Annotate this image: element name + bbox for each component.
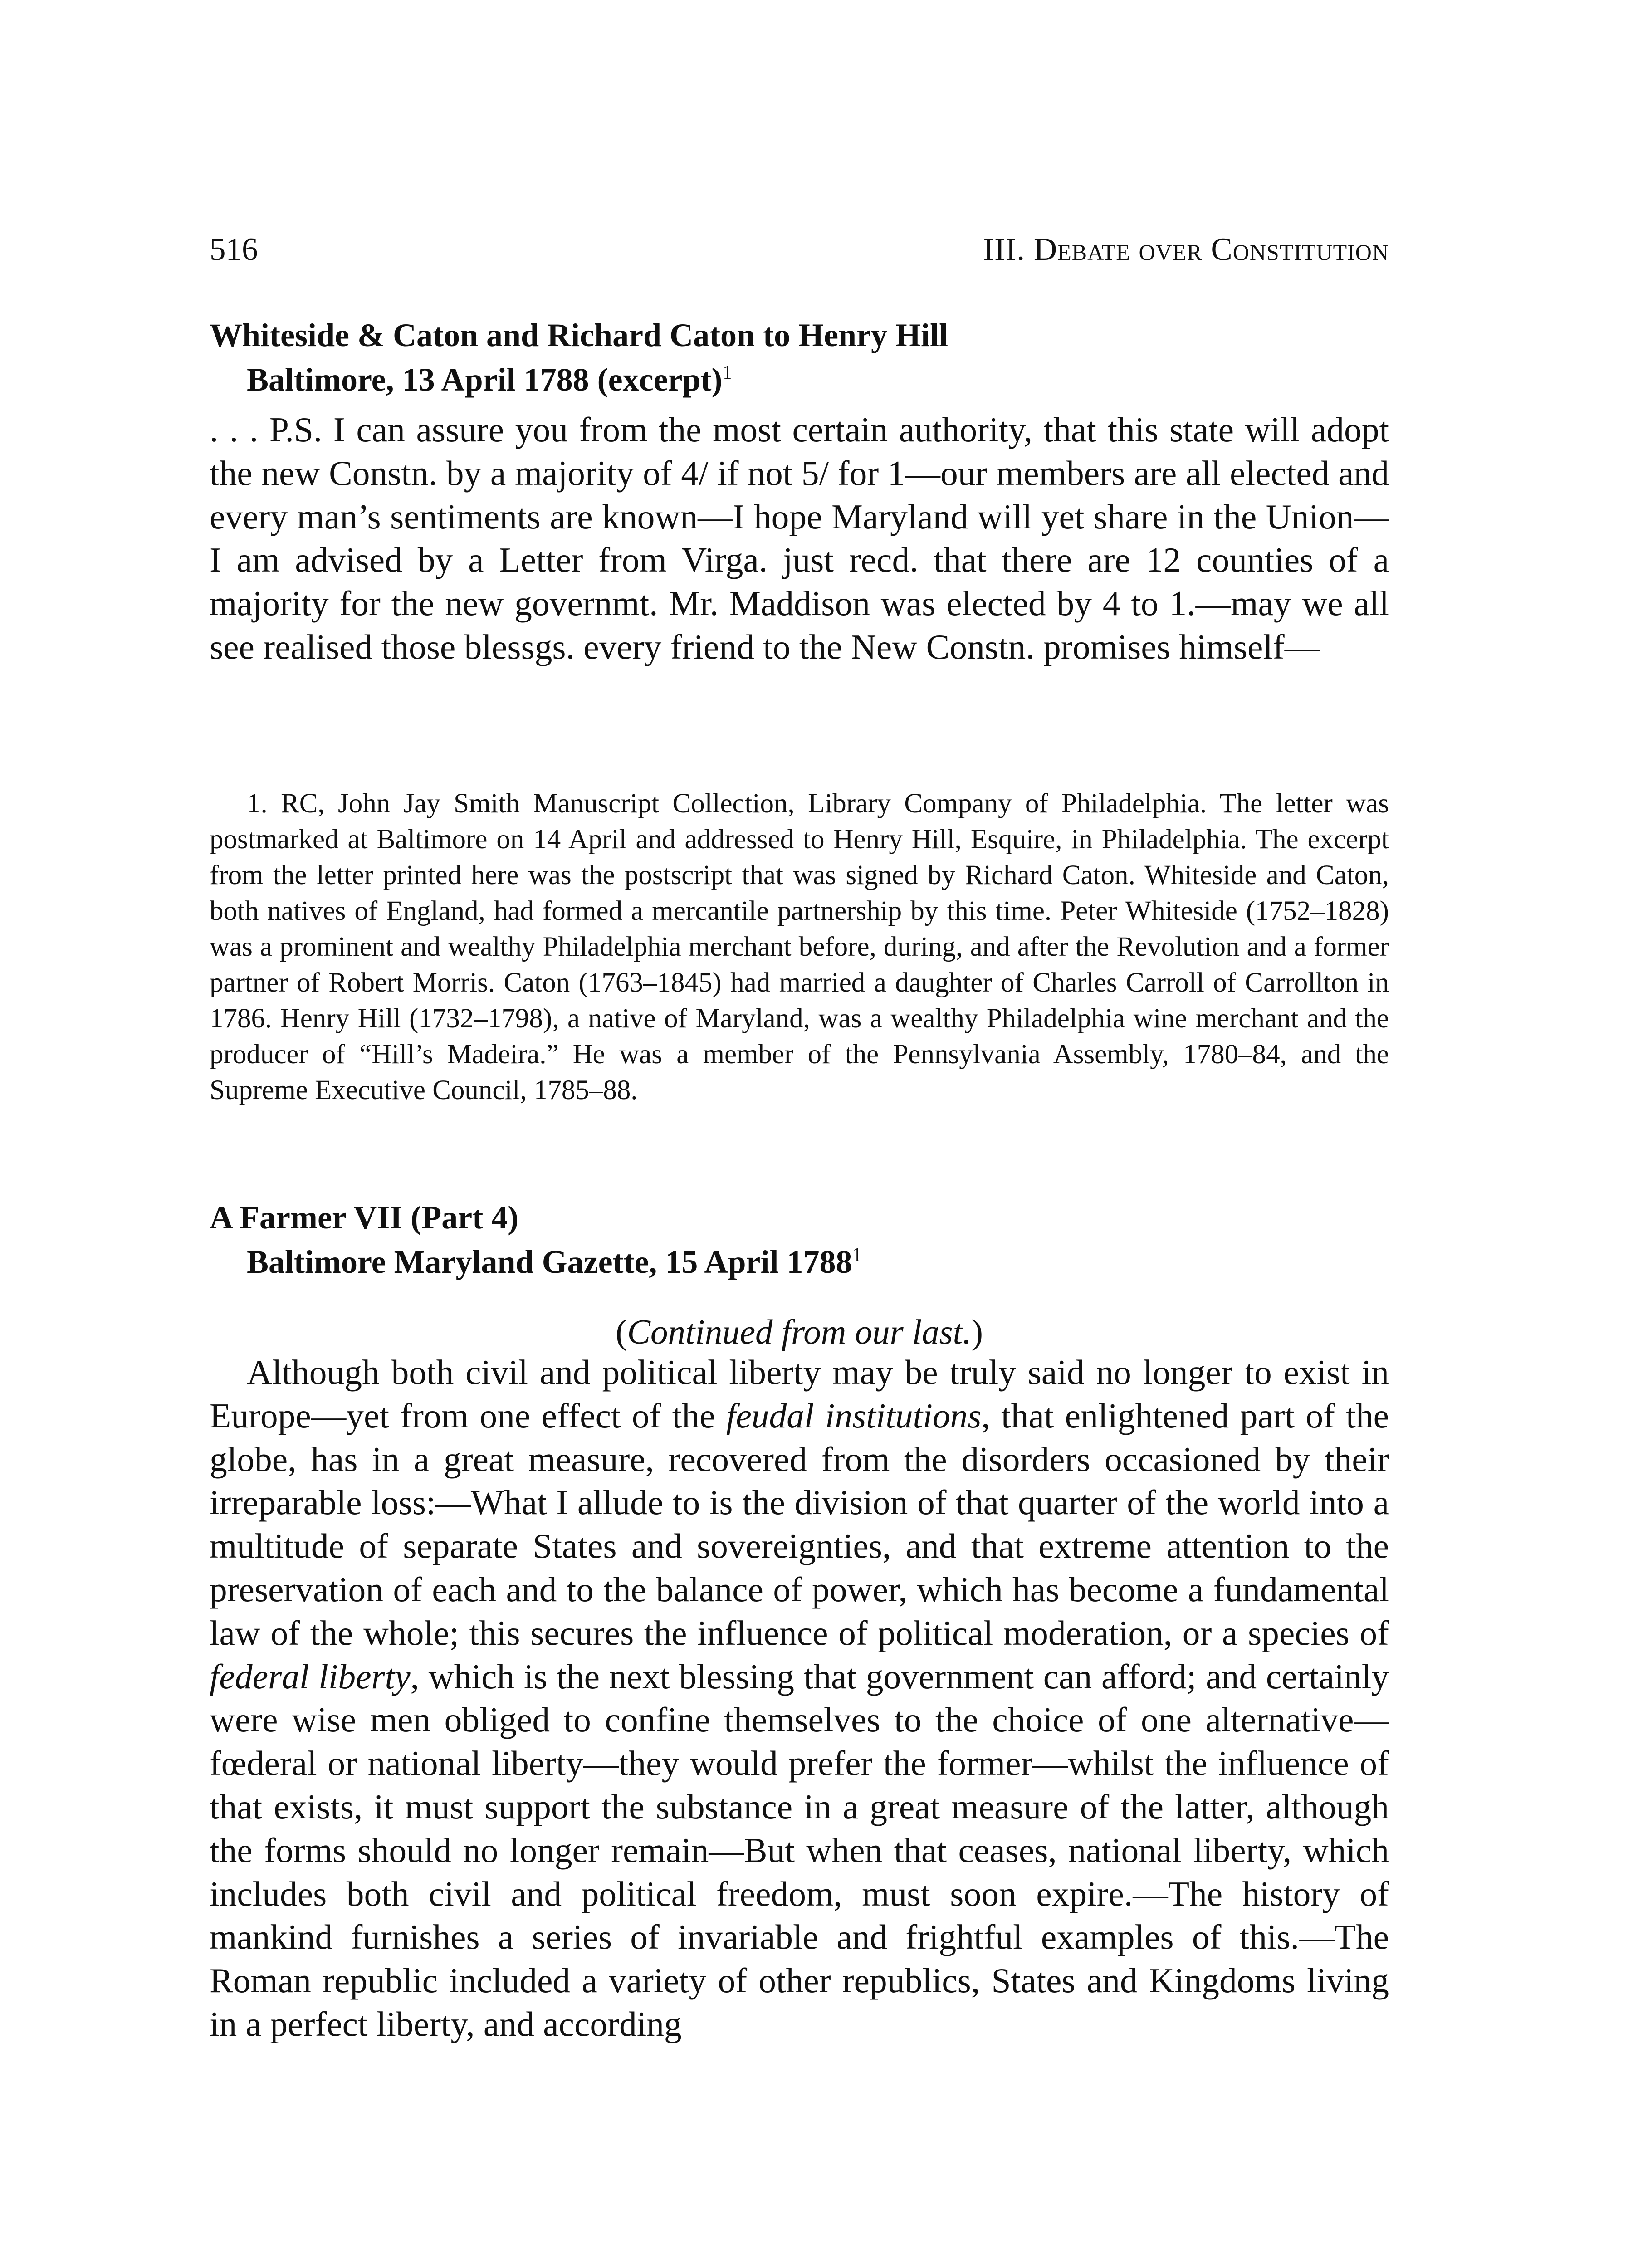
doc1-heading [210, 313, 1389, 402]
doc1-dateline-text: Baltimore, 13 April 1788 (excerpt) [247, 362, 723, 398]
doc2-body-part2: , that enlightened part of the globe, has in a great measure, recovered from the disorders occasioned by their irreparable loss:—What I allude to is the division of that quarter of the world into a multitude of separate States and sovereignties, and that extreme attention to the preservation of each and to the balance of power, which has become a fundamental law of the whole; this secures the influence of political moderation, or a species of [210, 1396, 1389, 1652]
doc2-heading [210, 1195, 1389, 1284]
doc1-note-ref: 1 [722, 361, 733, 383]
continued-note-text: Continued from our last. [627, 1312, 972, 1351]
doc1-body [210, 408, 1389, 669]
doc2-body-part1: Although both civil and political liberty may be truly said no longer to exist in Europe—yet from one effect of the [210, 1353, 1389, 1435]
continued-note: (Continued from our last.) [616, 1312, 983, 1351]
doc2-heading-title: A Farmer VII (Part 4) [210, 1199, 519, 1236]
doc1-footnote-text: 1. RC, John Jay Smith Manuscript Collection, Library Company of Philadelphia. The letter was postmarked at Baltimore on 14 April and addressed to Henry Hill, Esquire, in Philadelphia. The excerpt from the letter printed here was the postscript that was signed by Richard Caton. Whiteside and Caton, both natives of England, had formed a mercantile partnership by this time. Peter Whiteside (1752–1828) was a prominent and wealthy Philadelphia merchant before, during, and after the Revolution and a former partner of Robert Morris. Caton (1763–1845) had married a daughter of Charles Carroll of Carrollton in 1786. Henry Hill (1732–1798), a native of Maryland, was a wealthy Philadelphia wine merchant and the producer of “Hill’s Madeira.” He was a member of the Pennsylvania Assembly, 1780–84, and the Supreme Executive Council, 1785–88. [210, 788, 1389, 1105]
doc2-body-part3: , which is the next blessing that government can afford; and certainly were wise men obliged to confine themselves to the choice of one alternative—fœderal or national liberty—they would prefer the former—whilst the influence of that exists, it must support the substance in a great measure of the latter, although the forms should no longer remain—But when that ceases, national liberty, which includes both civil and political freedom, must soon expire.—The history of mankind furnishes a series of invariable and frightful examples of this.—The Roman republic included a variety of other republics, States and Kingdoms living in a perfect liberty, and according [210, 1657, 1389, 2043]
page-number: 516 [210, 232, 258, 267]
doc1-footnote [210, 786, 1389, 1108]
doc1-heading-dateline [210, 357, 1389, 402]
doc2-body-italic1: feudal institutions [726, 1396, 982, 1435]
doc2-body-italic2: federal liberty [210, 1657, 411, 1696]
doc2-body-paragraph [210, 1351, 1389, 2046]
doc1-body-paragraph: . . . P.S. I can assure you from the most certain authority, that this state will adopt the new Constn. by a majority of 4/ if not 5/ for 1—our members are all elected and every man’s sentiments are known—I hope Maryland will yet share in the Union—I am advised by a Letter from Virga. just recd. that there are 12 counties of a majority for the new governmt. Mr. Maddison was elected by 4 to 1.—may we all see realised those blessgs. every friend to the New Constn. promises himself— [210, 410, 1389, 666]
doc2-note-ref: 1 [852, 1243, 862, 1266]
section-title: III. Debate over Constitution [983, 232, 1389, 267]
running-head [210, 229, 1389, 270]
doc1-heading-title: Whiteside & Caton and Richard Caton to Henry Hill [210, 317, 949, 353]
doc2-body [210, 1351, 1389, 2046]
doc2-heading-dateline [210, 1240, 1389, 1284]
doc2-dateline-text: Baltimore Maryland Gazette, 15 April 1788 [247, 1244, 852, 1280]
